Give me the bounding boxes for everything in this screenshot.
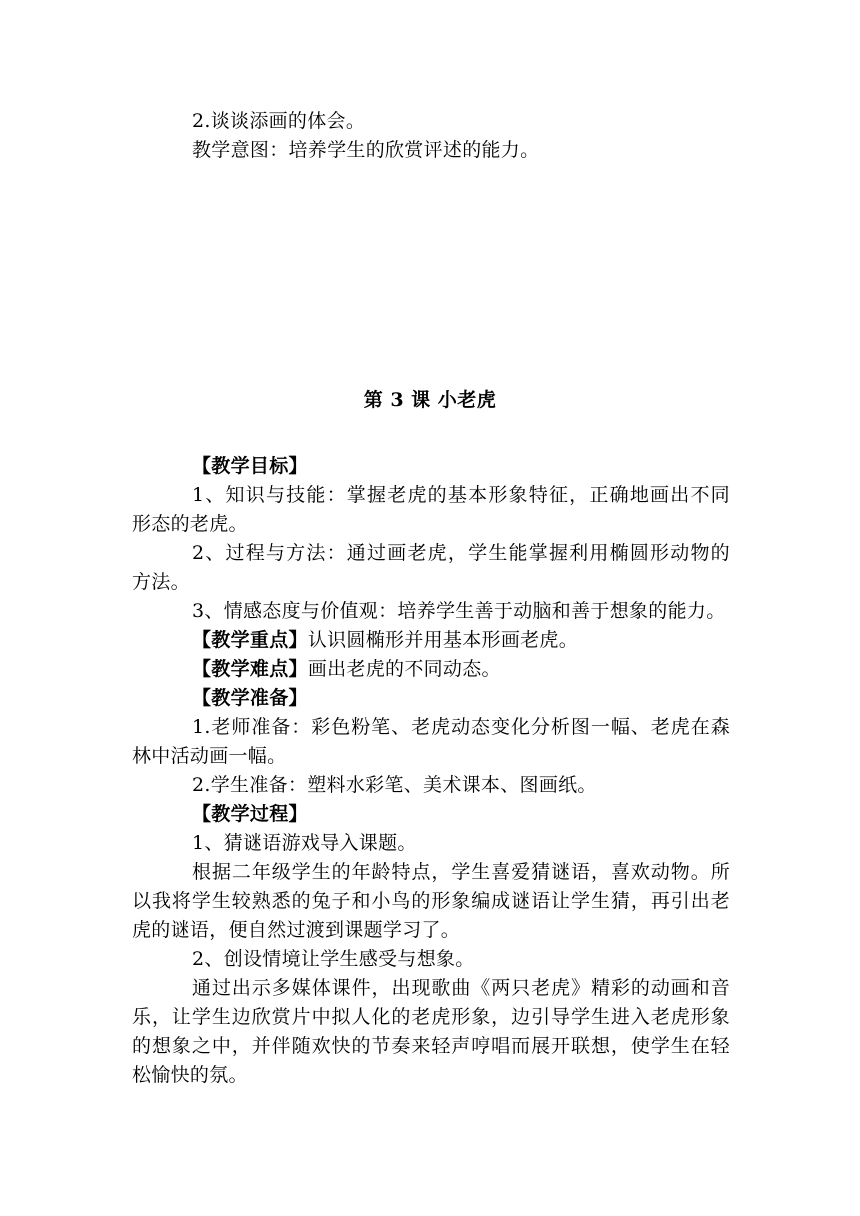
process-1-desc-line-3: 虎的谜语，便自然过渡到课题学习了。	[132, 919, 461, 941]
prep-1-line-2: 林中活动画一幅。	[132, 745, 287, 767]
key-point-line	[192, 626, 578, 655]
objective-1-line-2: 形态的老虎。	[132, 513, 248, 535]
teaching-intent: 教学意图：培养学生的欣赏评述的能力。	[192, 139, 540, 161]
objective-1-line-1: 1、知识与技能：掌握老虎的基本形象特征，正确地画出不同	[192, 484, 730, 506]
process-2-desc-line-2: 乐，让学生边欣赏片中拟人化的老虎形象，边引导学生进入老虎形象	[132, 1006, 730, 1028]
difficulty-text: 画出老虎的不同动态。	[307, 658, 501, 680]
objective-3: 3、情感态度与价值观：培养学生善于动脑和善于想象的能力。	[192, 600, 726, 622]
preparation-heading: 【教学准备】	[192, 687, 308, 709]
objective-2-line-1: 2、过程与方法：通过画老虎，学生能掌握利用椭圆形动物的	[192, 542, 730, 564]
process-1-desc-line-1: 根据二年级学生的年龄特点，学生喜爱猜谜语，喜欢动物。所	[192, 861, 730, 883]
process-1: 1、猜谜语游戏导入课题。	[192, 832, 417, 854]
process-heading: 【教学过程】	[192, 803, 308, 825]
process-2: 2、创设情境让学生感受与想象。	[192, 948, 475, 970]
key-point-heading: 【教学重点】	[192, 629, 308, 651]
process-1-desc-line-2: 以我将学生较熟悉的兔子和小鸟的形象编成谜语让学生猜，再引出老	[132, 890, 730, 912]
difficulty-line	[192, 655, 501, 684]
process-2-desc-line-1: 通过出示多媒体课件，出现歌曲《两只老虎》精彩的动画和音	[192, 977, 730, 999]
difficulty-heading: 【教学难点】	[192, 658, 308, 680]
process-2-desc-line-3: 的想象之中，并伴随欢快的节奏来轻声哼唱而展开联想，使学生在轻	[132, 1035, 730, 1057]
objectives-heading: 【教学目标】	[192, 455, 308, 477]
objective-2-line-2: 方法。	[132, 571, 190, 593]
prep-2: 2.学生准备：塑料水彩笔、美术课本、图画纸。	[192, 774, 597, 796]
prep-1-line-1: 1.老师准备：彩色粉笔、老虎动态变化分析图一幅、老虎在森	[192, 716, 730, 738]
lesson-title: 第 3 课 小老虎	[363, 389, 497, 411]
process-2-desc-line-4: 松愉快的氛。	[132, 1064, 248, 1086]
key-point-text: 认识圆椭形并用基本形画老虎。	[307, 629, 579, 651]
top-item-2: 2.谈谈添画的体会。	[192, 110, 366, 132]
